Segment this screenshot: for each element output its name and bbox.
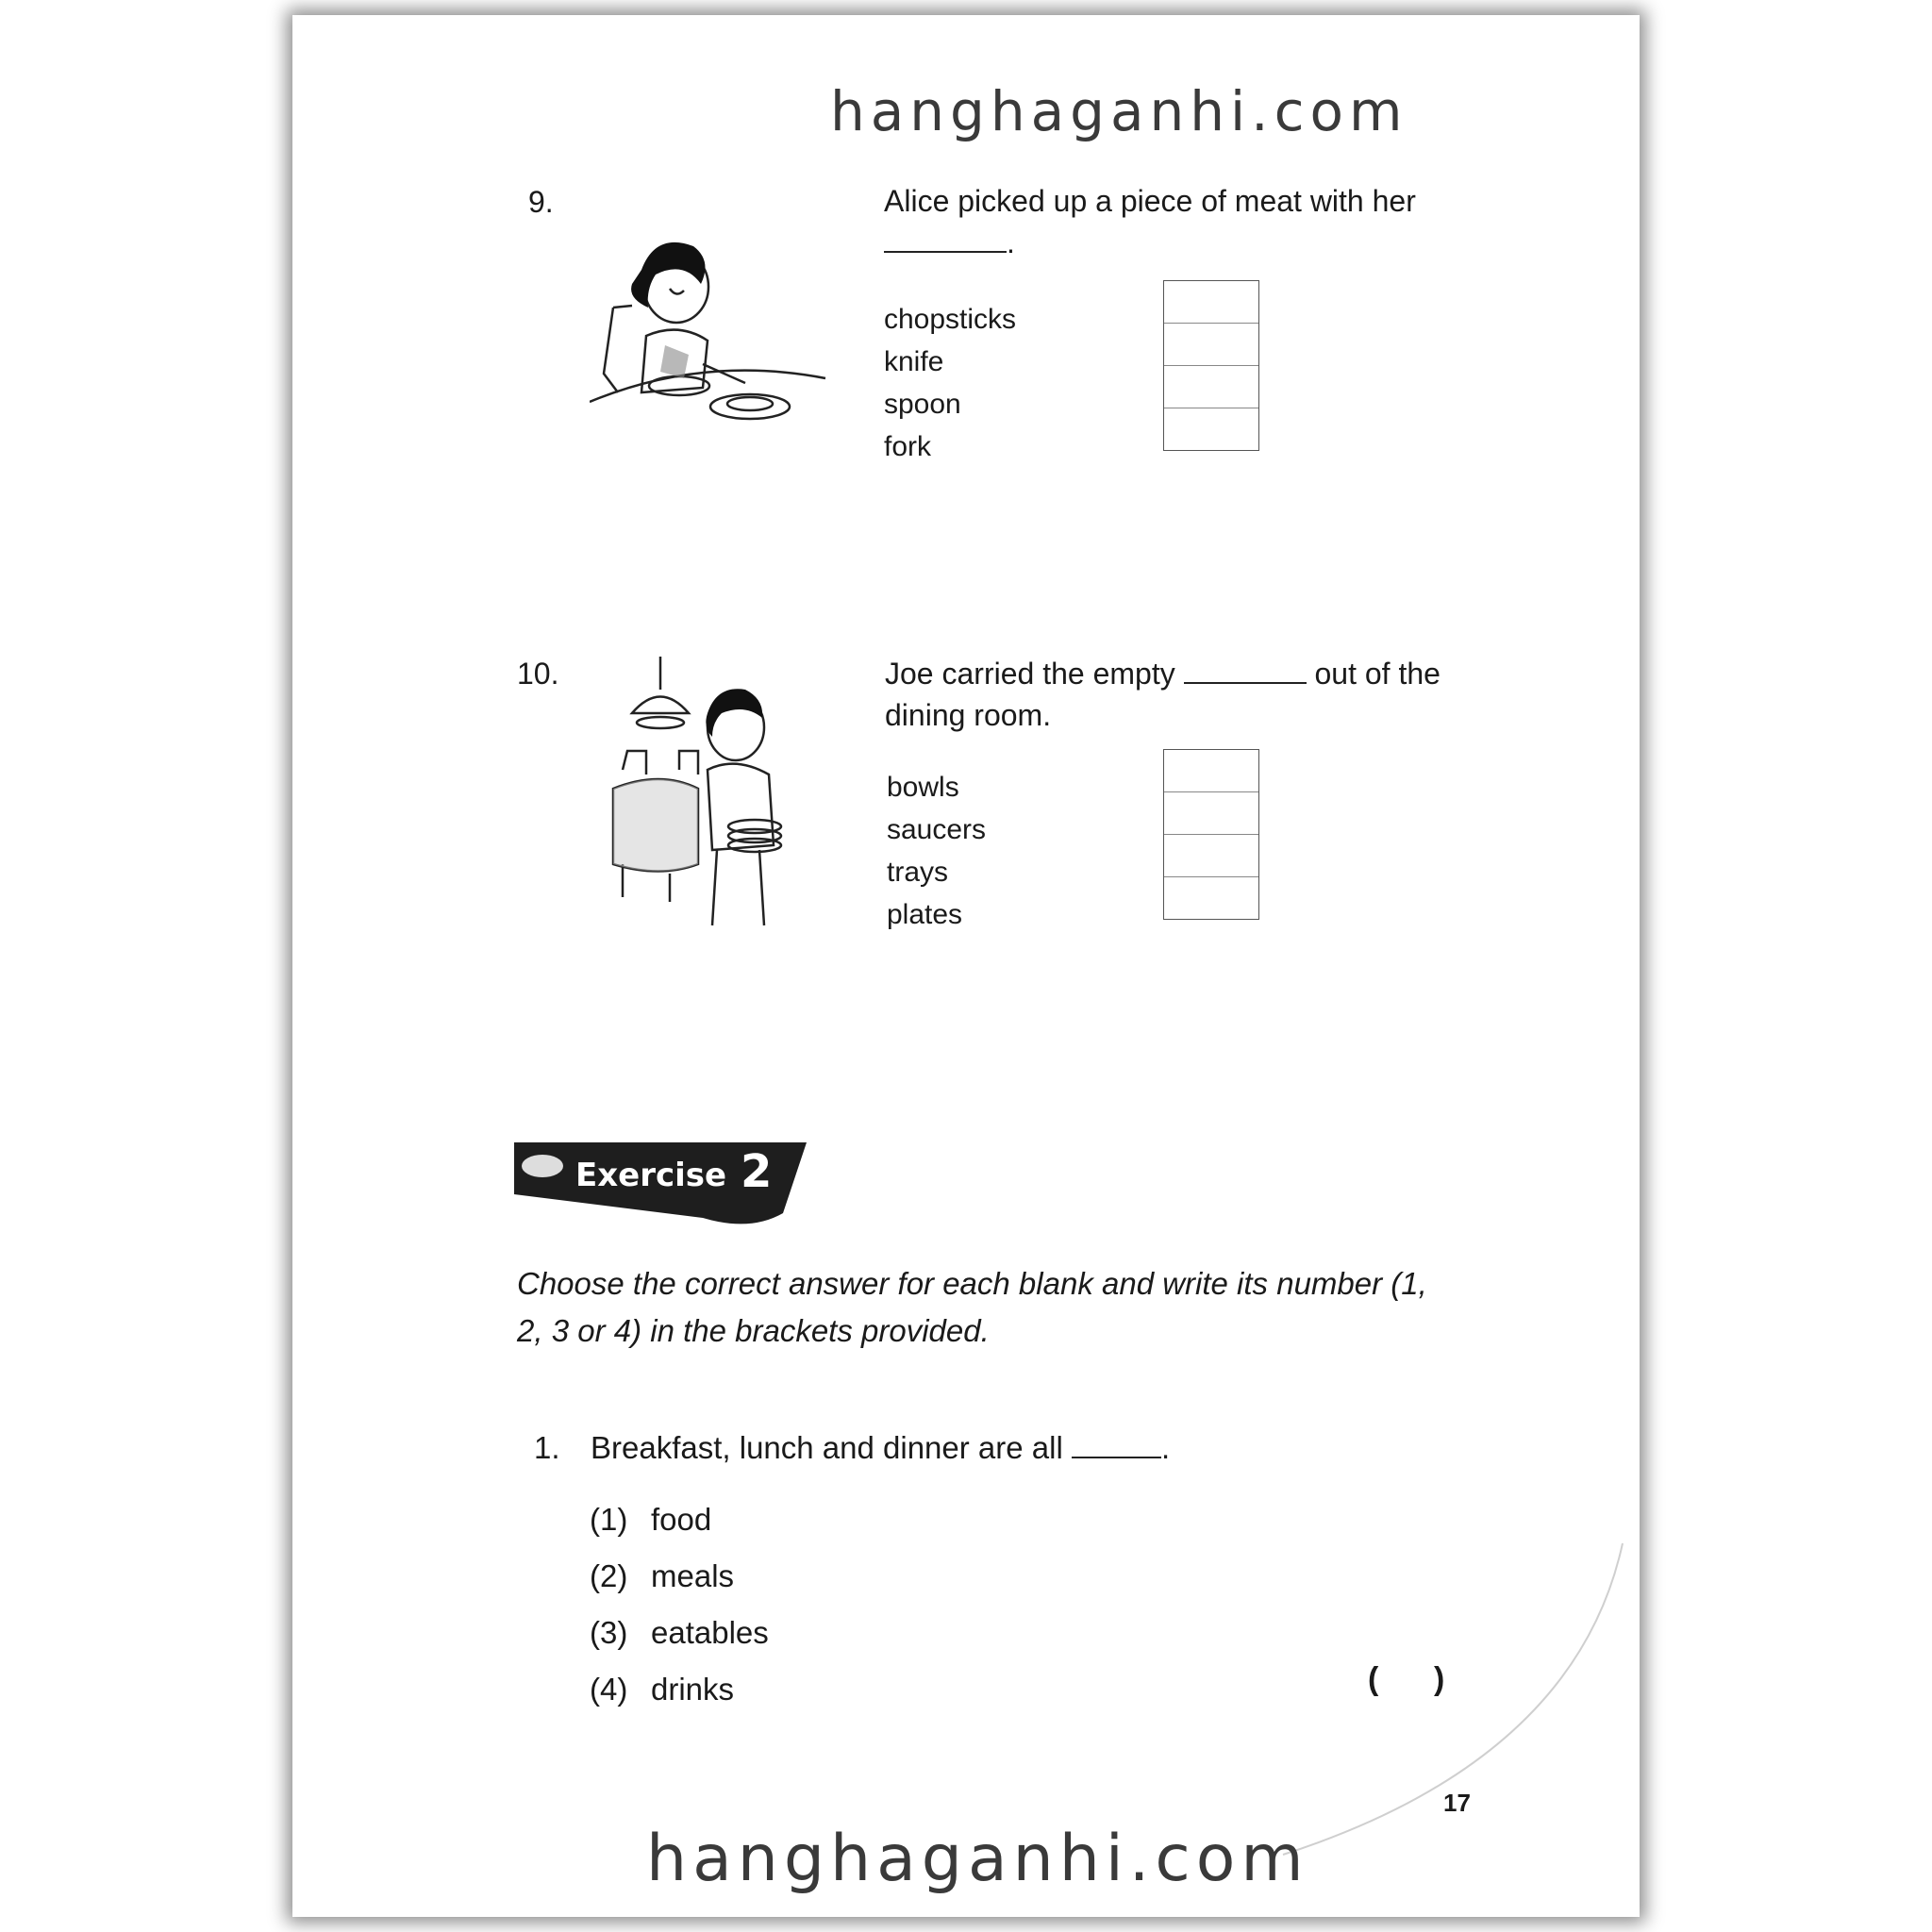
option-knife: knife — [884, 346, 944, 377]
exercise-question-options — [590, 1491, 769, 1718]
exercise-instruction: Choose the correct answer for each blank and write its number (1, 2, 3 or 4) in the brackets provided. — [517, 1266, 1427, 1348]
answer-box[interactable] — [1164, 281, 1258, 324]
option-number: (1) — [590, 1502, 628, 1537]
question-10-text — [885, 653, 1498, 736]
option-saucers: saucers — [887, 814, 987, 845]
question-9-prompt: Alice picked up a piece of meat with her — [884, 184, 1416, 218]
option-text: eatables — [651, 1615, 769, 1650]
boy-carrying-plates-illustration — [604, 657, 830, 930]
option-number: (4) — [590, 1672, 628, 1707]
mcq-option — [590, 1661, 769, 1718]
mcq-option — [590, 1548, 769, 1605]
exercise-question-end: . — [1160, 1430, 1171, 1465]
option-chopsticks: chopsticks — [884, 304, 1017, 335]
option-bowls: bowls — [887, 772, 959, 803]
question-9-number: 9. — [528, 185, 554, 219]
question-10-prompt: Joe carried the empty — [885, 657, 1175, 691]
question-10-end: out of the dining room. — [885, 657, 1441, 732]
girl-eating-illustration — [590, 213, 835, 440]
question-9-options — [884, 298, 1016, 468]
mcq-option — [590, 1605, 769, 1661]
answer-box[interactable] — [1164, 750, 1258, 792]
question-9-text — [884, 180, 1488, 263]
question-10-blank[interactable] — [1184, 656, 1307, 684]
question-9-answer-boxes — [1163, 280, 1259, 451]
answer-box[interactable] — [1164, 408, 1258, 450]
answer-box[interactable] — [1164, 877, 1258, 919]
page-number: 17 — [1443, 1789, 1471, 1817]
question-9-end: . — [1007, 225, 1015, 259]
bracket-close: ) — [1434, 1661, 1445, 1697]
exercise-question-blank[interactable] — [1072, 1432, 1161, 1458]
option-text: food — [651, 1502, 712, 1537]
exercise-question-number: 1. — [534, 1430, 560, 1465]
option-number: (2) — [590, 1558, 628, 1593]
answer-box[interactable] — [1164, 835, 1258, 877]
question-10-number: 10. — [517, 657, 559, 691]
question-9-blank[interactable] — [884, 225, 1007, 253]
worksheet-page — [292, 15, 1640, 1917]
exercise-question-text: Breakfast, lunch and dinner are all — [591, 1430, 1063, 1465]
option-number: (3) — [590, 1615, 628, 1650]
mcq-option — [590, 1491, 769, 1548]
option-plates: plates — [887, 899, 963, 930]
option-trays: trays — [887, 857, 949, 888]
exercise-number: 2 — [741, 1145, 773, 1198]
bracket-open: ( — [1368, 1661, 1379, 1697]
exercise-label: Exercise — [575, 1157, 727, 1194]
answer-box[interactable] — [1164, 366, 1258, 408]
watermark-bottom: hanghaganhi.com — [646, 1822, 1309, 1896]
question-10-answer-boxes — [1163, 749, 1259, 920]
exercise-question-1 — [534, 1430, 1170, 1466]
question-10-options — [887, 766, 986, 936]
option-text: meals — [651, 1558, 735, 1593]
option-spoon: spoon — [884, 389, 961, 420]
option-text: drinks — [651, 1672, 735, 1707]
option-fork: fork — [884, 431, 932, 462]
answer-box[interactable] — [1164, 792, 1258, 835]
answer-box[interactable] — [1164, 324, 1258, 366]
watermark-top: hanghaganhi.com — [830, 79, 1408, 143]
